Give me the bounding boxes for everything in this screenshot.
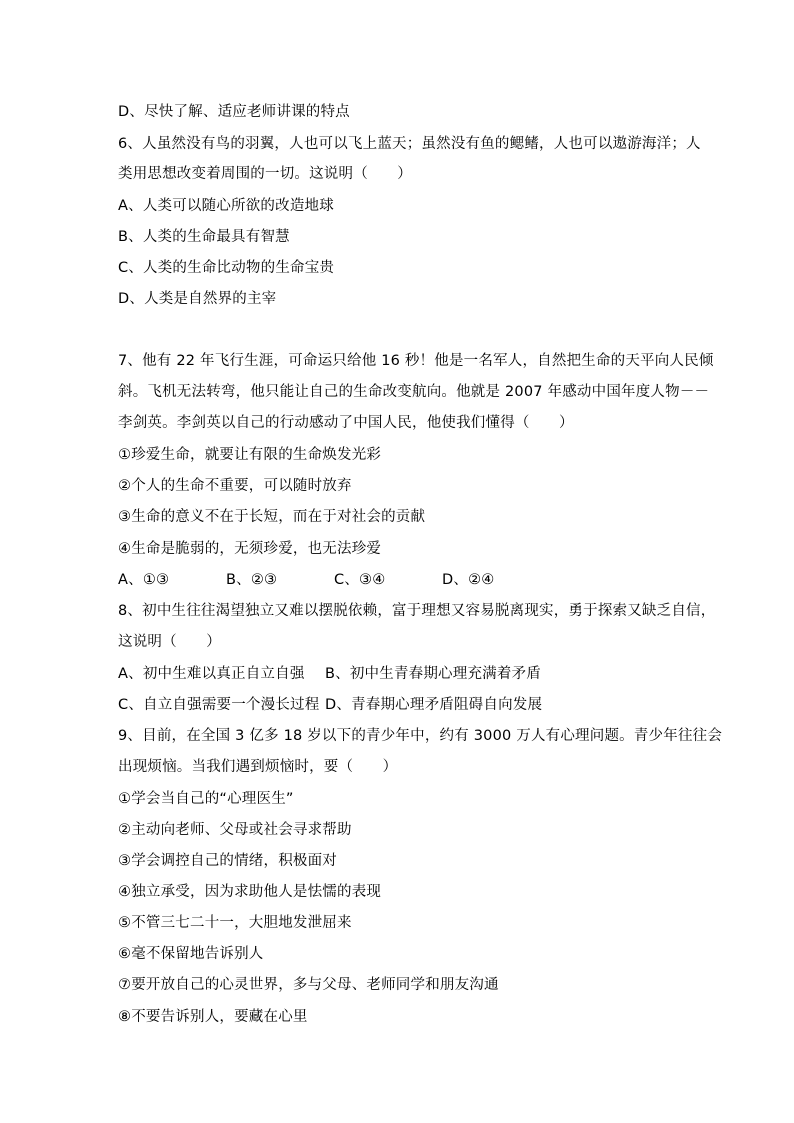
q8-option-a: A、初中生难以真正自立自强 xyxy=(118,666,305,682)
q9-item-1: ①学会当自己的“心理医生” xyxy=(118,791,294,807)
q6-stem-line-2: 类用思想改变着周围的一切。这说明（ ） xyxy=(118,166,412,182)
q9-item-3: ③学会调控自己的情绪，积极面对 xyxy=(118,853,337,869)
q8-stem-line-1: 8、初中生往往渴望独立又难以摆脱依赖，富于理想又容易脱离现实，勇于探索又缺乏自信， xyxy=(118,603,716,619)
q6-option-c: C、人类的生命比动物的生命宝贵 xyxy=(118,260,335,276)
q7-item-2: ②个人的生命不重要，可以随时放弃 xyxy=(118,478,352,494)
q7-option-c: C、③④ xyxy=(334,572,386,588)
q6-option-a: A、人类可以随心所欲的改造地球 xyxy=(118,198,334,214)
q9-item-5: ⑤不管三七二十一，大胆地发泄屈来 xyxy=(118,915,352,931)
q7-option-a: A、①③ xyxy=(118,572,170,588)
q8-options-row-2 xyxy=(118,695,688,715)
q7-item-1: ①珍爱生命，就要让有限的生命焕发光彩 xyxy=(118,447,382,463)
q9-stem-line-2: 出现烦恼。当我们遇到烦恼时，要（ ） xyxy=(118,759,398,775)
q8-stem-line-2: 这说明（ ） xyxy=(118,634,221,650)
q9-stem-line-1: 9、目前，在全国 3 亿多 18 岁以下的青少年中，约有 3000 万人有心理问题。青少年往往会 xyxy=(118,728,723,744)
q9-item-4: ④独立承受，因为求助他人是怯懦的表现 xyxy=(118,884,382,900)
q8-options-row-1 xyxy=(118,664,688,684)
q7-item-3: ③生命的意义不在于长短，而在于对社会的贡献 xyxy=(118,509,426,525)
q8-option-d: D、青春期心理矛盾阻碍自向发展 xyxy=(325,697,543,713)
q7-options-row xyxy=(118,570,688,590)
q7-option-b: B、②③ xyxy=(226,572,278,588)
q7-stem-line-3: 李剑英。李剑英以自己的行动感动了中国人民，他使我们懂得（ ） xyxy=(118,415,574,431)
q9-item-7: ⑦要开放自己的心灵世界，多与父母、老师同学和朋友沟通 xyxy=(118,977,499,993)
q6-stem-line-1: 6、人虽然没有鸟的羽翼，人也可以飞上蓝天；虽然没有鱼的鳃鳍，人也可以遨游海洋；人 xyxy=(118,136,701,152)
q6-option-d: D、人类是自然界的主宰 xyxy=(118,291,277,307)
q9-item-8: ⑧不要告诉别人，要藏在心里 xyxy=(118,1009,308,1025)
q7-stem-line-2: 斜。飞机无法转弯，他只能让自己的生命改变航向。他就是 2007 年感动中国年度人物－－ xyxy=(118,384,710,400)
q7-stem-line-1: 7、他有 22 年飞行生涯，可命运只给他 16 秒！他是一名军人，自然把生命的天平向人民倾 xyxy=(118,353,714,369)
q6-option-b: B、人类的生命最具有智慧 xyxy=(118,229,290,245)
q8-option-b: B、初中生青春期心理充满着矛盾 xyxy=(325,666,541,682)
q7-item-4: ④生命是脆弱的，无须珍爱，也无法珍爱 xyxy=(118,541,382,557)
q5-option-d: D、尽快了解、适应老师讲课的特点 xyxy=(118,104,350,120)
q7-option-d: D、②④ xyxy=(442,572,495,588)
q8-option-c: C、自立自强需要一个漫长过程 xyxy=(118,697,320,713)
q9-item-6: ⑥毫不保留地告诉别人 xyxy=(118,946,264,962)
q9-item-2: ②主动向老师、父母或社会寻求帮助 xyxy=(118,822,352,838)
